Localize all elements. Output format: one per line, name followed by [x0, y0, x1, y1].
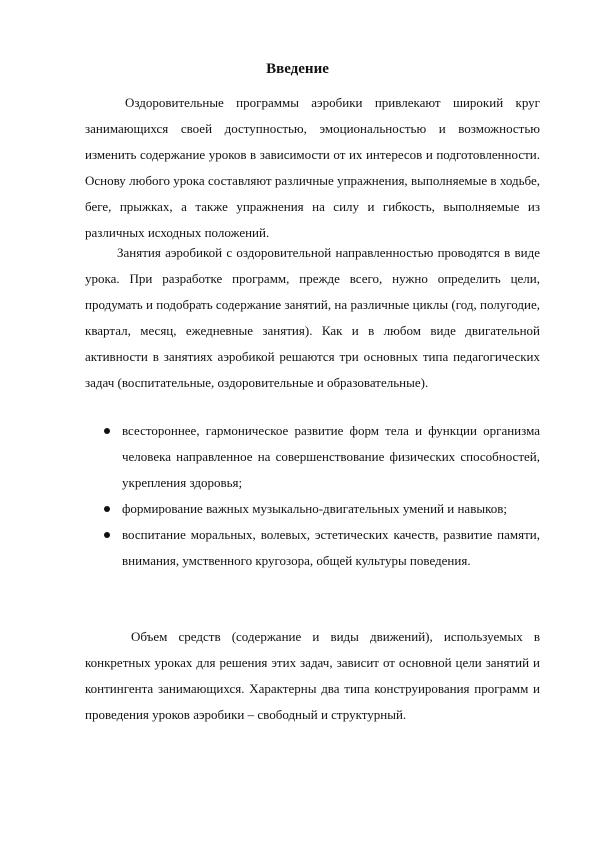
bullet-icon	[104, 428, 110, 434]
bullet-icon	[104, 506, 110, 512]
page-title: Введение	[266, 61, 329, 77]
paragraph-means: Объем средств (содержание и виды движений), используемых в конкретных уроках для решения этих задач, зависит от основной цели занятий и контингента занимающихся. Характерны два типа конструирования программ и проведения уроков аэробики – свободный и структурный.	[85, 629, 540, 722]
list-item	[104, 522, 540, 574]
bullet-icon	[104, 532, 110, 538]
task-list	[104, 418, 540, 574]
list-item	[104, 496, 540, 522]
list-item-text: всестороннее, гармоническое развитие форм тела и функции организма человека направленное на совершенствование физических способностей, укрепления здоровья;	[122, 423, 540, 490]
list-item	[104, 418, 540, 496]
list-item-text: формирование важных музыкально-двигательных умений и навыков;	[122, 501, 507, 516]
paragraph-lessons: Занятия аэробикой с оздоровительной направленностью проводятся в виде урока. При разработке программ, прежде всего, нужно определить цели, продумать и подобрать содержание занятий, на различные циклы (год, полугодие, квартал, месяц, ежедневные занятия). Как и в любом виде двигательной активности в занятиях аэробикой решаются три основных типа педагогических задач (воспитательные, оздоровительные и образовательные).	[85, 245, 540, 390]
paragraph-intro: Оздоровительные программы аэробики привлекают широкий круг занимающихся своей доступностью, эмоциональностью и возможностью изменить содержание уроков в зависимости от их интересов и подготовленности. Основу любого урока составляют различные упражнения, выполняемые в ходьбе, беге, прыжках, а также упражнения на силу и гибкость, выполняемые из различных исходных положений.	[85, 95, 540, 240]
list-item-text: воспитание моральных, волевых, эстетических качеств, развитие памяти, внимания, умственного кругозора, общей культуры поведения.	[122, 527, 540, 568]
